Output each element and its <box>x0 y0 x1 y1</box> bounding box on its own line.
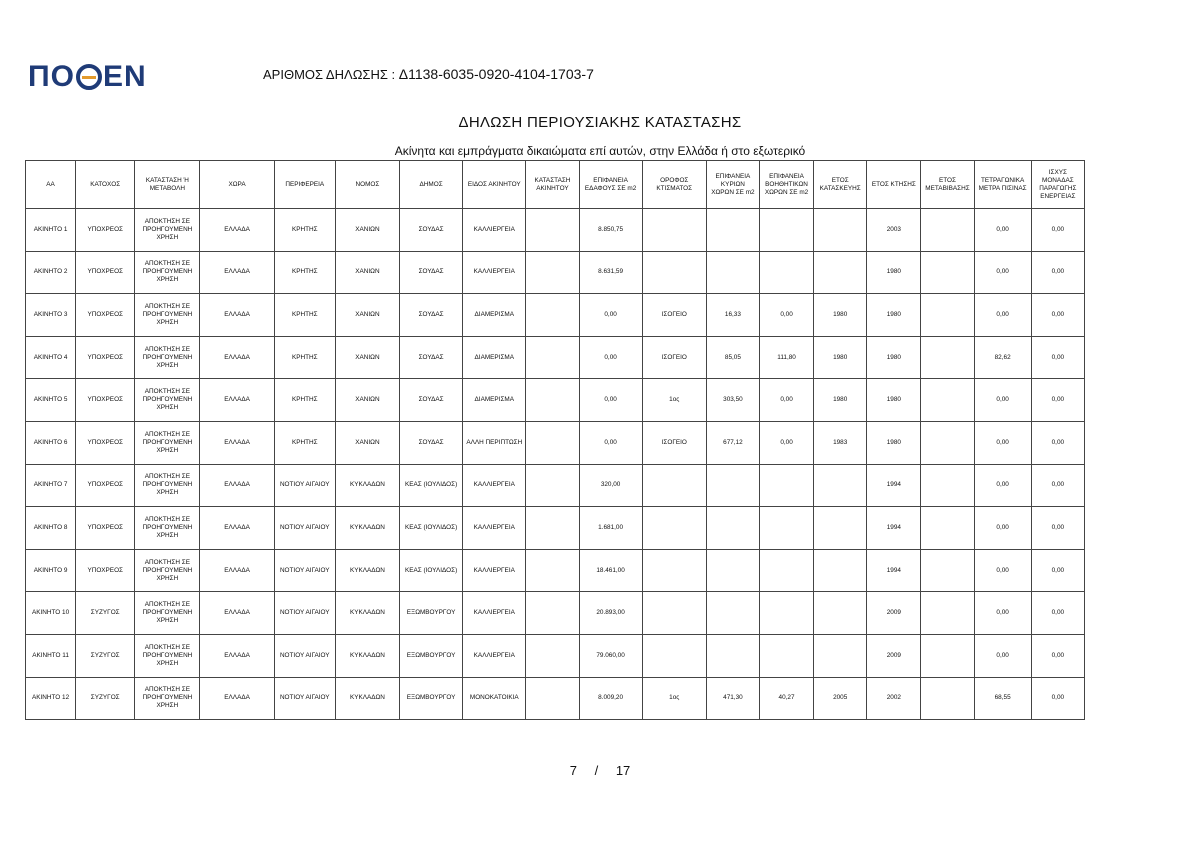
header-row <box>26 161 1085 209</box>
table-cell: ΚΑΛΛΙΕΡΓΕΙΑ <box>463 464 526 507</box>
table-cell: ΚΥΚΛΑΔΩΝ <box>335 464 399 507</box>
table-cell: 111,80 <box>759 336 813 379</box>
table-cell: ΑΚΙΝΗΤΟ 7 <box>26 464 76 507</box>
table-cell: ΑΠΟΚΤΗΣΗ ΣΕ ΠΡΟΗΓΟΥΜΕΝΗ ΧΡΗΣΗ <box>135 294 200 337</box>
table-cell: 0,00 <box>1031 507 1084 550</box>
table-cell <box>814 634 867 677</box>
table-cell: ΑΠΟΚΤΗΣΗ ΣΕ ΠΡΟΗΓΟΥΜΕΝΗ ΧΡΗΣΗ <box>135 421 200 464</box>
table-cell: 1980 <box>867 421 921 464</box>
table-row <box>26 634 1085 677</box>
declaration-number-label: ΑΡΙΘΜΟΣ ΔΗΛΩΣΗΣ : <box>263 67 396 82</box>
table-cell: ΚΥΚΛΑΔΩΝ <box>335 549 399 592</box>
column-header: ΕΤΟΣ ΚΤΗΣΗΣ <box>867 161 921 209</box>
table-cell: ΥΠΟΧΡΕΟΣ <box>76 507 135 550</box>
table-cell: ΚΑΛΛΙΕΡΓΕΙΑ <box>463 634 526 677</box>
table-cell: 68,55 <box>974 677 1031 720</box>
table-cell <box>921 421 974 464</box>
table-cell: 2002 <box>867 677 921 720</box>
column-header: ΕΠΙΦΑΝΕΙΑ ΚΥΡΙΩΝ ΧΩΡΩΝ ΣΕ m2 <box>706 161 759 209</box>
table-cell: 0,00 <box>974 549 1031 592</box>
table-cell: 82,62 <box>974 336 1031 379</box>
column-header: ΝΟΜΟΣ <box>335 161 399 209</box>
table-cell: ΧΑΝΙΩΝ <box>335 421 399 464</box>
table-cell: ΧΑΝΙΩΝ <box>335 379 399 422</box>
table-cell: ΥΠΟΧΡΕΟΣ <box>76 464 135 507</box>
table-cell: ΚΥΚΛΑΔΩΝ <box>335 634 399 677</box>
table-cell: ΚΑΛΛΙΕΡΓΕΙΑ <box>463 507 526 550</box>
table-cell: ΚΑΛΛΙΕΡΓΕΙΑ <box>463 251 526 294</box>
table-cell: ΚΕΑΣ (ΙΟΥΛΙΔΟΣ) <box>400 464 463 507</box>
table-cell: ΕΛΛΑΔΑ <box>200 421 274 464</box>
table-cell: ΑΚΙΝΗΤΟ 11 <box>26 634 76 677</box>
table-cell: 0,00 <box>1031 294 1084 337</box>
table-cell: 0,00 <box>974 379 1031 422</box>
table-cell: ΕΛΛΑΔΑ <box>200 336 274 379</box>
table-cell <box>526 294 579 337</box>
table-cell: 1994 <box>867 507 921 550</box>
table-cell: ΕΛΛΑΔΑ <box>200 464 274 507</box>
table-cell: 1994 <box>867 464 921 507</box>
table-cell: 677,12 <box>706 421 759 464</box>
table-cell: ΚΑΛΛΙΕΡΓΕΙΑ <box>463 549 526 592</box>
table-cell: ΕΛΛΑΔΑ <box>200 251 274 294</box>
table-cell: 0,00 <box>1031 209 1084 252</box>
table-cell: 0,00 <box>1031 549 1084 592</box>
table-cell <box>814 251 867 294</box>
table-cell: 2009 <box>867 592 921 635</box>
table-cell: ΚΡΗΤΗΣ <box>274 251 335 294</box>
table-cell <box>921 336 974 379</box>
table-cell <box>706 592 759 635</box>
table-cell: ΚΑΛΛΙΕΡΓΕΙΑ <box>463 209 526 252</box>
table-cell: ΕΛΛΑΔΑ <box>200 592 274 635</box>
table-cell: 0,00 <box>1031 634 1084 677</box>
table-cell: 1980 <box>867 379 921 422</box>
table-cell: 0,00 <box>974 294 1031 337</box>
table-cell <box>921 549 974 592</box>
table-cell: ΥΠΟΧΡΕΟΣ <box>76 421 135 464</box>
table-row <box>26 209 1085 252</box>
table-cell <box>526 507 579 550</box>
table-header <box>26 161 1085 209</box>
column-header: ΔΗΜΟΣ <box>400 161 463 209</box>
table-cell: 471,30 <box>706 677 759 720</box>
table-cell: ΑΠΟΚΤΗΣΗ ΣΕ ΠΡΟΗΓΟΥΜΕΝΗ ΧΡΗΣΗ <box>135 464 200 507</box>
table-cell: ΙΣΟΓΕΙΟ <box>642 294 706 337</box>
table-cell: ΑΠΟΚΤΗΣΗ ΣΕ ΠΡΟΗΓΟΥΜΕΝΗ ΧΡΗΣΗ <box>135 549 200 592</box>
table-cell: ΝΟΤΙΟΥ ΑΙΓΑΙΟΥ <box>274 507 335 550</box>
table-cell: ΚΡΗΤΗΣ <box>274 294 335 337</box>
table-cell: ΔΙΑΜΕΡΙΣΜΑ <box>463 379 526 422</box>
table-cell <box>706 634 759 677</box>
table-cell <box>526 209 579 252</box>
table-cell: 1980 <box>814 379 867 422</box>
table-cell: ΣΥΖΥΓΟΣ <box>76 677 135 720</box>
column-header: ΕΤΟΣ ΜΕΤΑΒΙΒΑΣΗΣ <box>921 161 974 209</box>
table-cell: ΥΠΟΧΡΕΟΣ <box>76 209 135 252</box>
table-cell: ΙΣΟΓΕΙΟ <box>642 336 706 379</box>
table-cell: ΣΟΥΔΑΣ <box>400 336 463 379</box>
table-cell: 8.009,20 <box>579 677 642 720</box>
table-cell: 0,00 <box>1031 677 1084 720</box>
table-cell <box>706 549 759 592</box>
table-cell: 0,00 <box>1031 464 1084 507</box>
table-cell: 40,27 <box>759 677 813 720</box>
table-cell <box>759 209 813 252</box>
table-cell <box>706 464 759 507</box>
table-cell: ΑΚΙΝΗΤΟ 8 <box>26 507 76 550</box>
table-cell: ΑΚΙΝΗΤΟ 1 <box>26 209 76 252</box>
declaration-number: Δ1138-6035-0920-4104-1703-7 <box>398 66 594 82</box>
table-cell <box>921 251 974 294</box>
table-row <box>26 464 1085 507</box>
column-header: ΟΡΟΦΟΣ ΚΤΙΣΜΑΤΟΣ <box>642 161 706 209</box>
table-cell <box>642 209 706 252</box>
table-cell: ΕΛΛΑΔΑ <box>200 209 274 252</box>
table-cell: ΔΙΑΜΕΡΙΣΜΑ <box>463 294 526 337</box>
table-cell: ΑΚΙΝΗΤΟ 5 <box>26 379 76 422</box>
logo: ΠΟ Ε Ν <box>28 60 147 93</box>
table-cell: 0,00 <box>759 421 813 464</box>
page-current: 7 <box>569 763 577 778</box>
table-cell: ΚΥΚΛΑΔΩΝ <box>335 677 399 720</box>
table-cell: ΑΠΟΚΤΗΣΗ ΣΕ ΠΡΟΗΓΟΥΜΕΝΗ ΧΡΗΣΗ <box>135 592 200 635</box>
table-cell: 1ος <box>642 379 706 422</box>
table-cell: 0,00 <box>974 464 1031 507</box>
table-cell: ΑΚΙΝΗΤΟ 12 <box>26 677 76 720</box>
table-row <box>26 379 1085 422</box>
table-cell: ΥΠΟΧΡΕΟΣ <box>76 379 135 422</box>
table-cell: ΑΠΟΚΤΗΣΗ ΣΕ ΠΡΟΗΓΟΥΜΕΝΗ ΧΡΗΣΗ <box>135 336 200 379</box>
table-cell: 0,00 <box>974 634 1031 677</box>
table-cell: 79.060,00 <box>579 634 642 677</box>
table-cell: ΚΕΑΣ (ΙΟΥΛΙΔΟΣ) <box>400 507 463 550</box>
table-cell <box>526 379 579 422</box>
column-header: ΕΠΙΦΑΝΕΙΑ ΒΟΗΘΗΤΙΚΩΝ ΧΩΡΩΝ ΣΕ m2 <box>759 161 813 209</box>
table-body <box>26 209 1085 720</box>
table-cell: ΕΞΩΜΒΟΥΡΓΟΥ <box>400 634 463 677</box>
table-cell: 0,00 <box>974 421 1031 464</box>
table-cell: ΑΠΟΚΤΗΣΗ ΣΕ ΠΡΟΗΓΟΥΜΕΝΗ ΧΡΗΣΗ <box>135 251 200 294</box>
table-cell <box>642 251 706 294</box>
column-header: ΚΑΤΑΣΤΑΣΗ ΑΚΙΝΗΤΟΥ <box>526 161 579 209</box>
table-cell <box>759 507 813 550</box>
table-cell <box>921 507 974 550</box>
table-cell: ΧΑΝΙΩΝ <box>335 209 399 252</box>
table-cell <box>526 251 579 294</box>
table-cell <box>642 634 706 677</box>
column-header: ΠΕΡΙΦΕΡΕΙΑ <box>274 161 335 209</box>
table-cell: 8.850,75 <box>579 209 642 252</box>
table-cell <box>526 336 579 379</box>
table-cell: ΕΞΩΜΒΟΥΡΓΟΥ <box>400 592 463 635</box>
table-cell: 0,00 <box>1031 421 1084 464</box>
table-cell <box>921 634 974 677</box>
table-cell <box>642 549 706 592</box>
table-cell: 0,00 <box>974 507 1031 550</box>
table-cell: ΣΟΥΔΑΣ <box>400 379 463 422</box>
table-cell: ΚΑΛΛΙΕΡΓΕΙΑ <box>463 592 526 635</box>
table-cell: ΚΥΚΛΑΔΩΝ <box>335 507 399 550</box>
table-cell: ΝΟΤΙΟΥ ΑΙΓΑΙΟΥ <box>274 677 335 720</box>
column-header: ΑΑ <box>26 161 76 209</box>
table-cell: ΑΛΛΗ ΠΕΡΙΠΤΩΣΗ <box>463 421 526 464</box>
table-cell: 0,00 <box>974 251 1031 294</box>
table-cell: 0,00 <box>759 294 813 337</box>
table-cell: ΑΚΙΝΗΤΟ 3 <box>26 294 76 337</box>
table-cell: 1994 <box>867 549 921 592</box>
logo-theta-mark <box>76 64 102 90</box>
table-cell <box>921 464 974 507</box>
table-cell <box>706 507 759 550</box>
table-cell <box>814 592 867 635</box>
table-cell: 2005 <box>814 677 867 720</box>
table-row <box>26 336 1085 379</box>
table-cell <box>706 209 759 252</box>
table-row <box>26 507 1085 550</box>
table-cell: ΧΑΝΙΩΝ <box>335 251 399 294</box>
table-cell: ΣΟΥΔΑΣ <box>400 421 463 464</box>
table-cell: 1980 <box>814 336 867 379</box>
table-cell <box>921 592 974 635</box>
table-cell: ΕΛΛΑΔΑ <box>200 379 274 422</box>
table-cell <box>921 677 974 720</box>
table-cell: 0,00 <box>1031 379 1084 422</box>
table-cell: 0,00 <box>579 421 642 464</box>
table-cell: ΝΟΤΙΟΥ ΑΙΓΑΙΟΥ <box>274 634 335 677</box>
table-row <box>26 592 1085 635</box>
column-header: ΙΣΧΥΣ ΜΟΝΑΔΑΣ ΠΑΡΑΓΩΓΗΣ ΕΝΕΡΓΕΙΑΣ <box>1031 161 1084 209</box>
table-cell: ΣΟΥΔΑΣ <box>400 209 463 252</box>
table-cell: ΥΠΟΧΡΕΟΣ <box>76 251 135 294</box>
table-cell: 320,00 <box>579 464 642 507</box>
table-cell <box>526 421 579 464</box>
table-cell: 18.461,00 <box>579 549 642 592</box>
table-cell: 0,00 <box>579 379 642 422</box>
table-cell <box>526 464 579 507</box>
table-cell: ΑΠΟΚΤΗΣΗ ΣΕ ΠΡΟΗΓΟΥΜΕΝΗ ΧΡΗΣΗ <box>135 209 200 252</box>
page-total: 17 <box>615 763 631 778</box>
table-cell: 0,00 <box>974 209 1031 252</box>
table-cell <box>814 464 867 507</box>
table-cell: 8.631,59 <box>579 251 642 294</box>
page-subtitle: Ακίνητα και εμπράγματα δικαιώματα επί αυτών, στην Ελλάδα ή στο εξωτερικό <box>394 144 806 158</box>
table-cell: 1ος <box>642 677 706 720</box>
declaration-number-line <box>263 66 594 82</box>
table-cell: 0,00 <box>1031 592 1084 635</box>
table-cell: ΧΑΝΙΩΝ <box>335 294 399 337</box>
table-row <box>26 294 1085 337</box>
table-cell: 20.893,00 <box>579 592 642 635</box>
table-cell <box>642 507 706 550</box>
table-cell: 0,00 <box>579 294 642 337</box>
column-header: ΤΕΤΡΑΓΩΝΙΚΑ ΜΕΤΡΑ ΠΙΣΙΝΑΣ <box>974 161 1031 209</box>
table-cell: ΑΚΙΝΗΤΟ 9 <box>26 549 76 592</box>
table-cell <box>921 379 974 422</box>
column-header: ΧΩΡΑ <box>200 161 274 209</box>
table-cell: ΚΡΗΤΗΣ <box>274 379 335 422</box>
table-cell: ΕΛΛΑΔΑ <box>200 507 274 550</box>
page-separator: / <box>594 763 599 778</box>
table-cell: 0,00 <box>759 379 813 422</box>
table-cell: ΚΡΗΤΗΣ <box>274 209 335 252</box>
table-cell: ΕΞΩΜΒΟΥΡΓΟΥ <box>400 677 463 720</box>
table-row <box>26 421 1085 464</box>
table-cell: ΑΠΟΚΤΗΣΗ ΣΕ ΠΡΟΗΓΟΥΜΕΝΗ ΧΡΗΣΗ <box>135 634 200 677</box>
table-cell: 0,00 <box>1031 336 1084 379</box>
table-cell <box>526 549 579 592</box>
table-cell: ΣΟΥΔΑΣ <box>400 294 463 337</box>
table-cell <box>921 209 974 252</box>
table-cell <box>759 634 813 677</box>
table-cell <box>921 294 974 337</box>
table-cell: 1980 <box>867 251 921 294</box>
table-cell: ΣΟΥΔΑΣ <box>400 251 463 294</box>
column-header: ΕΠΙΦΑΝΕΙΑ ΕΔΑΦΟΥΣ ΣΕ m2 <box>579 161 642 209</box>
table-cell: 2009 <box>867 634 921 677</box>
table-cell: ΣΥΖΥΓΟΣ <box>76 634 135 677</box>
table-cell: ΣΥΖΥΓΟΣ <box>76 592 135 635</box>
table-row <box>26 251 1085 294</box>
table-cell: ΕΛΛΑΔΑ <box>200 294 274 337</box>
table-cell: 1980 <box>867 294 921 337</box>
column-header: ΕΙΔΟΣ ΑΚΙΝΗΤΟΥ <box>463 161 526 209</box>
table-cell <box>526 592 579 635</box>
table-cell: ΚΡΗΤΗΣ <box>274 336 335 379</box>
table-cell: ΧΑΝΙΩΝ <box>335 336 399 379</box>
table-row <box>26 677 1085 720</box>
table-cell: ΔΙΑΜΕΡΙΣΜΑ <box>463 336 526 379</box>
column-header: ΕΤΟΣ ΚΑΤΑΣΚΕΥΗΣ <box>814 161 867 209</box>
table-cell: 0,00 <box>579 336 642 379</box>
table-cell: ΚΕΑΣ (ΙΟΥΛΙΔΟΣ) <box>400 549 463 592</box>
table-cell: ΑΚΙΝΗΤΟ 2 <box>26 251 76 294</box>
table-cell: 1983 <box>814 421 867 464</box>
table-cell: 85,05 <box>706 336 759 379</box>
table-cell: 0,00 <box>1031 251 1084 294</box>
table-cell <box>759 251 813 294</box>
column-header: ΚΑΤΑΣΤΑΣΗ Ή ΜΕΤΑΒΟΛΗ <box>135 161 200 209</box>
table-cell: ΑΚΙΝΗΤΟ 4 <box>26 336 76 379</box>
table-cell <box>759 592 813 635</box>
table-cell: ΚΥΚΛΑΔΩΝ <box>335 592 399 635</box>
table-cell: ΑΚΙΝΗΤΟ 6 <box>26 421 76 464</box>
table-cell: ΙΣΟΓΕΙΟ <box>642 421 706 464</box>
table-cell: ΝΟΤΙΟΥ ΑΙΓΑΙΟΥ <box>274 592 335 635</box>
table-cell: ΕΛΛΑΔΑ <box>200 634 274 677</box>
table-cell <box>814 549 867 592</box>
table-row <box>26 549 1085 592</box>
table-cell: ΑΠΟΚΤΗΣΗ ΣΕ ΠΡΟΗΓΟΥΜΕΝΗ ΧΡΗΣΗ <box>135 507 200 550</box>
table-cell: ΚΡΗΤΗΣ <box>274 421 335 464</box>
column-header: ΚΑΤΟΧΟΣ <box>76 161 135 209</box>
table-cell: ΥΠΟΧΡΕΟΣ <box>76 549 135 592</box>
table-cell: ΥΠΟΧΡΕΟΣ <box>76 294 135 337</box>
table-cell <box>814 507 867 550</box>
table-cell: ΝΟΤΙΟΥ ΑΙΓΑΙΟΥ <box>274 549 335 592</box>
table-cell: 16,33 <box>706 294 759 337</box>
page-title: ΔΗΛΩΣΗ ΠΕΡΙΟΥΣΙΑΚΗΣ ΚΑΤΑΣΤΑΣΗΣ <box>458 114 742 131</box>
table-cell: ΕΛΛΑΔΑ <box>200 549 274 592</box>
table-cell: 1.681,00 <box>579 507 642 550</box>
table-cell <box>642 464 706 507</box>
table-cell <box>759 549 813 592</box>
property-table <box>25 160 1085 720</box>
table-cell: 1980 <box>867 336 921 379</box>
table-cell <box>814 209 867 252</box>
pagination <box>0 763 1200 778</box>
table-cell: ΕΛΛΑΔΑ <box>200 677 274 720</box>
table-cell: 2003 <box>867 209 921 252</box>
table-cell: 303,50 <box>706 379 759 422</box>
table-cell: ΑΠΟΚΤΗΣΗ ΣΕ ΠΡΟΗΓΟΥΜΕΝΗ ΧΡΗΣΗ <box>135 379 200 422</box>
table-cell: ΜΟΝΟΚΑΤΟΙΚΙΑ <box>463 677 526 720</box>
table-cell: 0,00 <box>974 592 1031 635</box>
table-cell: ΥΠΟΧΡΕΟΣ <box>76 336 135 379</box>
table-cell: ΑΠΟΚΤΗΣΗ ΣΕ ΠΡΟΗΓΟΥΜΕΝΗ ΧΡΗΣΗ <box>135 677 200 720</box>
table-cell <box>706 251 759 294</box>
table-cell <box>759 464 813 507</box>
table-cell: 1980 <box>814 294 867 337</box>
table-cell: ΝΟΤΙΟΥ ΑΙΓΑΙΟΥ <box>274 464 335 507</box>
table-cell: ΑΚΙΝΗΤΟ 10 <box>26 592 76 635</box>
table-cell <box>526 634 579 677</box>
table-cell <box>526 677 579 720</box>
table-cell <box>642 592 706 635</box>
